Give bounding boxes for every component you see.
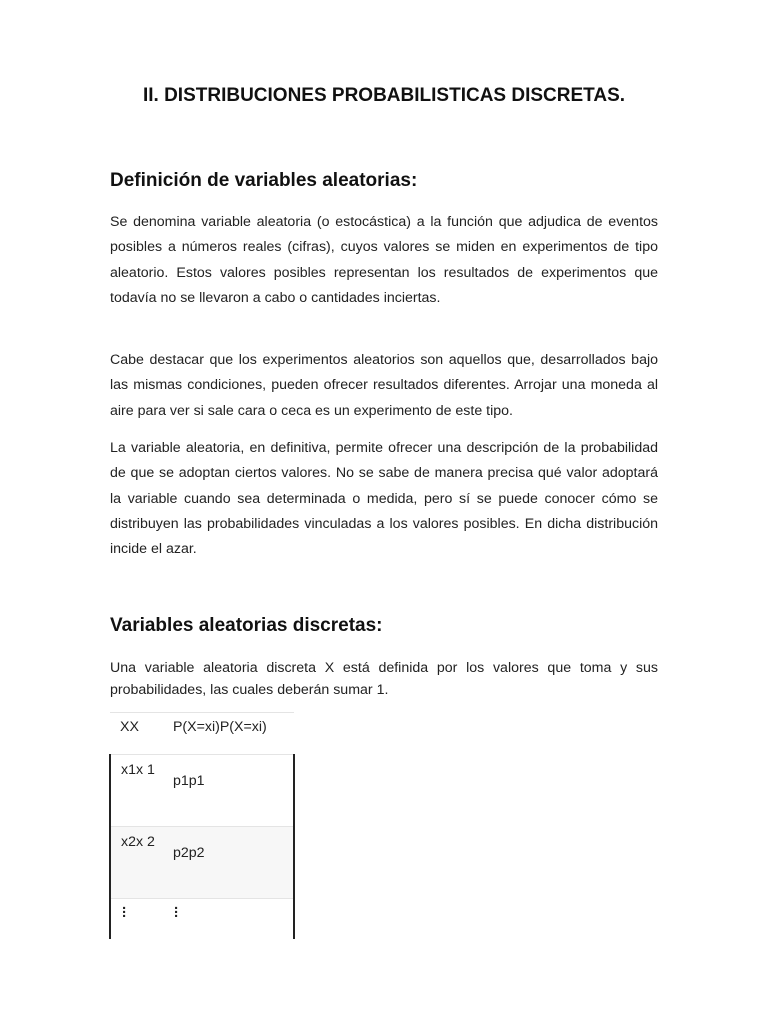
table-row	[110, 755, 294, 827]
paragraph-random-experiments: Cabe destacar que los experimentos aleatorios son aquellos que, desarrollados bajo las mismas condiciones, pueden ofrecer resultados diferentes. Arrojar una moneda al aire para ver si sale cara o ceca es un experimento de este tipo.	[110, 352, 658, 419]
table-header-probability: P(X=xi)P(X=xi)	[163, 713, 294, 755]
table-header-row	[110, 713, 294, 755]
section-heading-discrete: Variables aleatorias discretas:	[110, 615, 383, 636]
paragraph-definition: Se denomina variable aleatoria (o estocástica) a la función que adjudica de eventos posibles a números reales (cifras), cuyos valores se miden en experimentos de tipo aleatorio. Estos valores posibles representan los resultados de experimentos que todavía no se llevaron a cabo o cantidades inciertas.	[110, 214, 658, 306]
table-cell-x: ⠇	[110, 899, 163, 940]
table-cell-x: x1x 1	[110, 755, 163, 827]
section-heading-definition: Definición de variables aleatorias:	[110, 170, 418, 191]
table-header-x: XX	[110, 713, 163, 755]
probability-table	[109, 712, 295, 939]
table-row	[110, 827, 294, 899]
paragraph-random-variable-summary: La variable aleatoria, en definitiva, permite ofrecer una descripción de la probabilidad de que se adoptan ciertos valores. No se sabe de manera precisa qué valor adoptará la variable cuando sea determinada o medida, pero sí se puede conocer cómo se distribuyen las probabilidades vinculadas a los valores posibles. En dicha distribución incide el azar.	[110, 440, 658, 558]
table-cell-p: ⠇	[163, 899, 294, 940]
table-cell-x: x2x 2	[110, 827, 163, 899]
table-cell-p: p2p2	[163, 827, 294, 899]
document-title: II. DISTRIBUCIONES PROBABILISTICAS DISCRETAS.	[142, 85, 626, 106]
table-row	[110, 899, 294, 940]
table-cell-p: p1p1	[163, 755, 294, 827]
paragraph-discrete-definition: Una variable aleatoria discreta X está definida por los valores que toma y sus probabilidades, las cuales deberán sumar 1.	[110, 660, 658, 698]
